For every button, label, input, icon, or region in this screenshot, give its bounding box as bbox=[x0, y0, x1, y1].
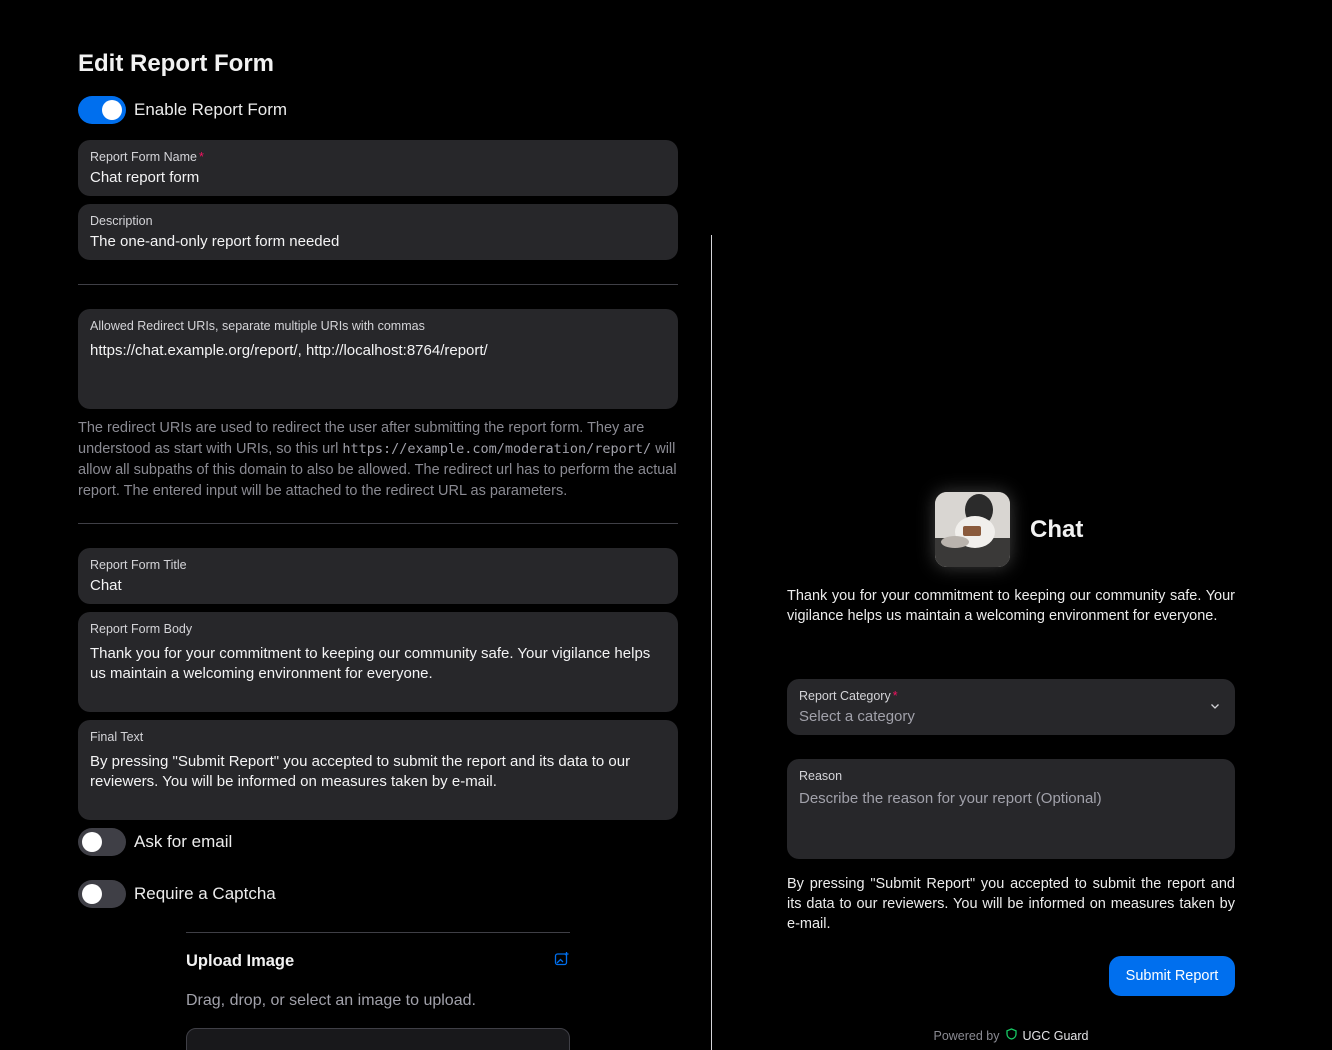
upload-title: Upload Image bbox=[186, 952, 295, 970]
field-label: Description bbox=[90, 214, 153, 228]
divider bbox=[78, 284, 678, 285]
field-label: Final Text bbox=[90, 730, 144, 744]
powered-by-brand[interactable]: UGC Guard bbox=[1022, 1028, 1089, 1043]
toggle-switch[interactable] bbox=[78, 880, 126, 908]
toggle-switch[interactable] bbox=[78, 96, 126, 124]
field-value[interactable]: The one-and-only report form needed bbox=[90, 233, 340, 250]
preview-title: Chat bbox=[1030, 515, 1084, 543]
powered-by bbox=[787, 1028, 1235, 1043]
toggle-switch[interactable] bbox=[78, 828, 126, 856]
help-text-part: will allow all subpaths of this domain to also be allowed. The redirect url has to perform the actual report. The entered input will be attached to the redirect URL as parameters. bbox=[78, 441, 677, 499]
upload-subtitle: Drag, drop, or select an image to upload. bbox=[186, 992, 476, 1009]
powered-by-label: Powered by bbox=[933, 1028, 1000, 1043]
preview-final-text: By pressing "Submit Report" you accepted to submit the report and its data to our reviewers. You will be informed on measures taken by e-mail. bbox=[787, 876, 1235, 932]
divider bbox=[186, 932, 570, 933]
form-avatar-image bbox=[935, 492, 1010, 567]
redirect-help-text bbox=[78, 418, 678, 502]
required-mark: * bbox=[892, 689, 898, 703]
field-label: Report Category bbox=[799, 689, 891, 703]
description-field[interactable] bbox=[78, 204, 678, 260]
ask-for-email-toggle[interactable] bbox=[78, 828, 232, 856]
field-value[interactable]: https://chat.example.org/report/, http://localhost:8764/report/ bbox=[90, 342, 488, 359]
required-mark: * bbox=[198, 150, 204, 164]
field-label: Allowed Redirect URIs, separate multiple URIs with commas bbox=[90, 319, 425, 333]
page-title: Edit Report Form bbox=[78, 50, 274, 77]
redirect-uris-field[interactable] bbox=[78, 309, 678, 409]
chevron-down-icon[interactable] bbox=[1209, 699, 1221, 717]
reason-textarea[interactable] bbox=[787, 759, 1235, 859]
field-value[interactable]: Chat bbox=[90, 577, 122, 594]
require-captcha-toggle[interactable] bbox=[78, 880, 276, 908]
enable-report-form-toggle[interactable] bbox=[78, 96, 287, 124]
divider bbox=[78, 523, 678, 524]
field-value[interactable]: Chat report form bbox=[90, 169, 200, 186]
final-text-field[interactable] bbox=[78, 720, 678, 820]
upload-dropzone[interactable] bbox=[186, 1028, 570, 1050]
toggle-label: Require a Captcha bbox=[134, 884, 276, 903]
toggle-label: Ask for email bbox=[134, 832, 233, 851]
select-placeholder: Select a category bbox=[799, 708, 915, 725]
report-form-title-field[interactable] bbox=[78, 548, 678, 604]
preview-body: Thank you for your commitment to keeping our community safe. Your vigilance helps us maintain a welcoming environment for everyone. bbox=[787, 588, 1235, 624]
help-text-part: The redirect URIs are used to redirect the user after submitting the report form. They are understood as start with URIs, so this url bbox=[78, 420, 645, 457]
image-add-icon[interactable] bbox=[554, 951, 570, 972]
report-form-name-field[interactable] bbox=[78, 140, 678, 196]
report-category-select[interactable] bbox=[787, 679, 1235, 735]
textarea-placeholder: Describe the reason for your report (Optional) bbox=[799, 790, 1102, 807]
field-label: Reason bbox=[799, 769, 843, 783]
field-value[interactable]: By pressing "Submit Report" you accepted to submit the report and its data to our reviewers. You will be informed on measures taken by e-mail. bbox=[90, 753, 631, 790]
shield-icon bbox=[1006, 1028, 1017, 1043]
vertical-divider bbox=[711, 235, 712, 1050]
example-url: https://example.com/moderation/report/ bbox=[342, 441, 652, 457]
field-label: Report Form Title bbox=[90, 558, 187, 572]
field-label: Report Form Name bbox=[90, 150, 197, 164]
upload-image-section bbox=[186, 932, 570, 1050]
preview-header bbox=[935, 492, 1083, 567]
field-label: Report Form Body bbox=[90, 622, 193, 636]
submit-report-button[interactable]: Submit Report bbox=[1109, 956, 1235, 996]
report-form-body-field[interactable] bbox=[78, 612, 678, 712]
field-value[interactable]: Thank you for your commitment to keeping our community safe. Your vigilance helps us maintain a welcoming environment for everyone. bbox=[90, 645, 651, 682]
toggle-label: Enable Report Form bbox=[134, 100, 288, 119]
